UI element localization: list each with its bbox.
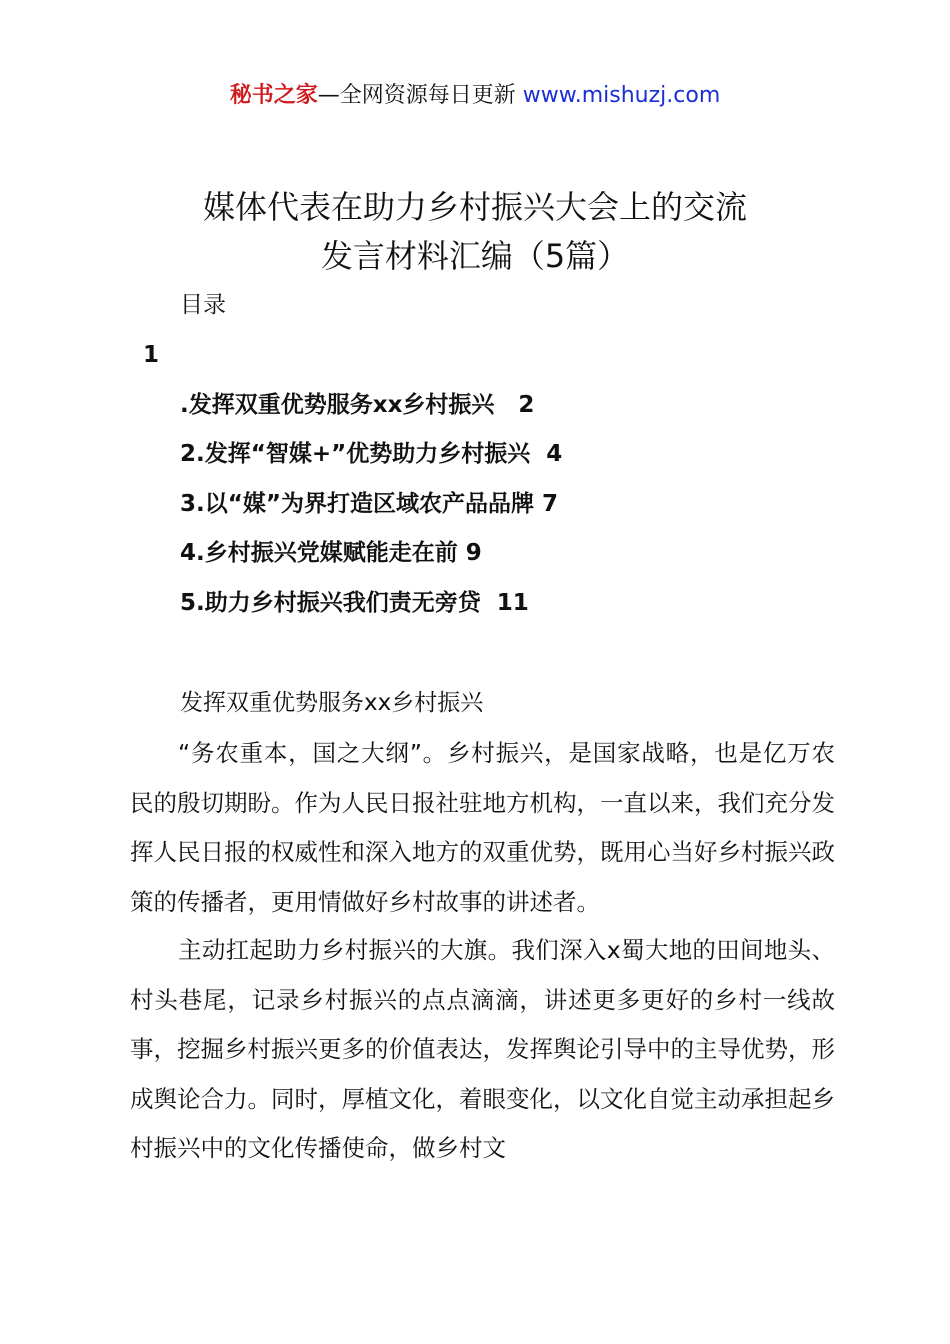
- toc-item-4[interactable]: 4.乡村振兴党媒赋能走在前 9: [180, 540, 482, 566]
- toc-item-3[interactable]: 3.以“媒”为界打造区域农产品品牌 7: [180, 491, 558, 517]
- body-paragraph-2: 主动扛起助力乡村振兴的大旗。我们深入x蜀大地的田间地头、村头巷尾，记录乡村振兴的点点滴滴，讲述更多更好的乡村一线故事，挖掘乡村振兴更多的价值表达，发挥舆论引导中的主导优势，形成舆论合力。同时，厚植文化，着眼变化，以文化自觉主动承担起乡村振兴中的文化传播使命，做乡村文: [130, 936, 835, 1163]
- section-title: 发挥双重优势服务xx乡村振兴: [180, 690, 484, 716]
- toc-item-1[interactable]: .发挥双重优势服务xx乡村振兴 2: [180, 392, 535, 418]
- site-header: [0, 82, 950, 110]
- toc-label: 目录: [180, 292, 226, 318]
- toc-item-5[interactable]: 5.助力乡村振兴我们责无旁贷 11: [180, 590, 529, 616]
- toc-number: 1: [143, 342, 160, 368]
- header-tagline: —全网资源每日更新: [317, 83, 523, 108]
- document-title-line-2: 发言材料汇编（5篇）: [320, 237, 630, 275]
- site-url-link[interactable]: www.mishuzj.com: [522, 83, 721, 108]
- brand-name: 秘书之家: [229, 83, 318, 108]
- body-paragraph-1: “务农重本，国之大纲”。乡村振兴，是国家战略，也是亿万农民的殷切期盼。作为人民日报社驻地方机构，一直以来，我们充分发挥人民日报的权威性和深入地方的双重优势，既用心当好乡村振兴政策的传播者，更用情做好乡村故事的讲述者。: [130, 739, 835, 916]
- toc-item-2[interactable]: 2.发挥“智媒+”优势助力乡村振兴 4: [180, 441, 563, 467]
- document-title-line-1: 媒体代表在助力乡村振兴大会上的交流: [202, 188, 747, 226]
